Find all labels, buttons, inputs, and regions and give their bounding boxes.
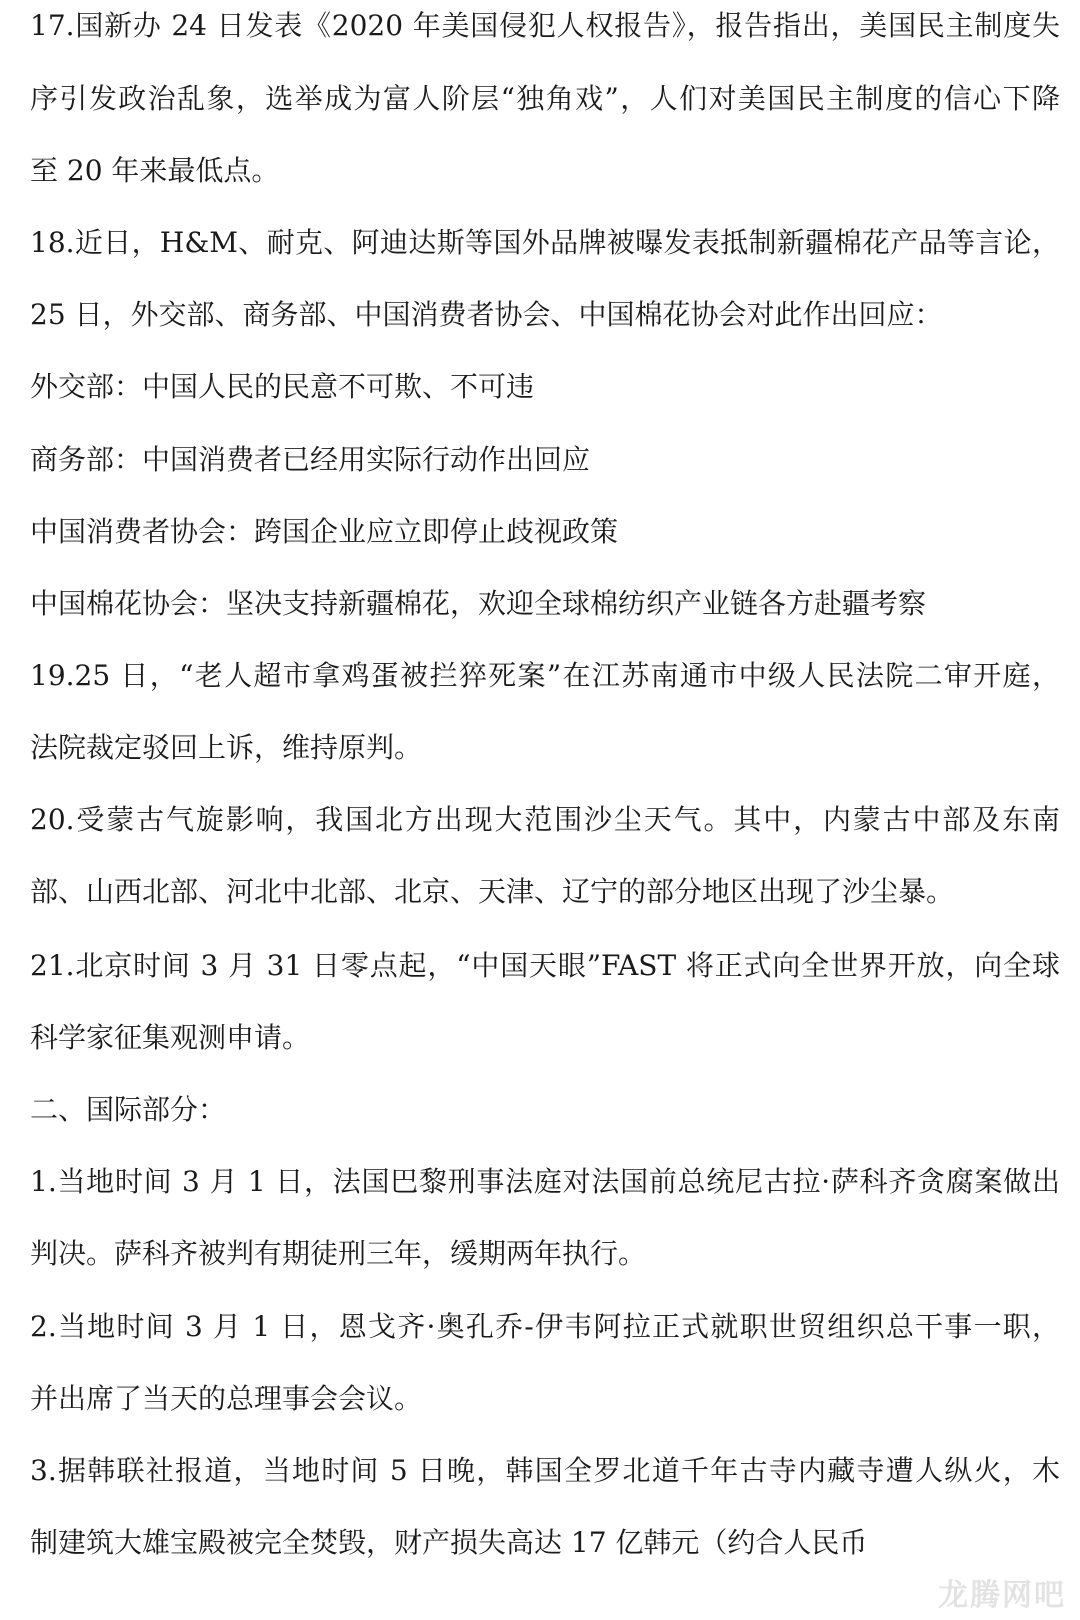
text-line-intl1-part1: 1.当地时间 3 月 1 日，法国巴黎刑事法庭对法国前总统尼古拉·萨科齐贪腐案做出 bbox=[30, 1165, 1060, 1198]
watermark: 龙腾网吧 bbox=[938, 1578, 1066, 1613]
text-line-18-part1: 18.近日，H&M、耐克、阿迪达斯等国外品牌被曝发表抵制新疆棉花产品等言论， bbox=[30, 226, 1060, 259]
text-line-18-cca: 中国消费者协会：跨国企业应立即停止歧视政策 bbox=[30, 515, 619, 548]
text-line-18-part2: 25 日，外交部、商务部、中国消费者协会、中国棉花协会对此作出回应： bbox=[30, 298, 943, 331]
text-line-17-part2: 序引发政治乱象，选举成为富人阶层“独角戏”，人们对美国民主制度的信心下降 bbox=[30, 82, 1060, 115]
text-line-20-part2: 部、山西北部、河北中北部、北京、天津、辽宁的部分地区出现了沙尘暴。 bbox=[30, 875, 955, 908]
text-line-21-part1: 21.北京时间 3 月 31 日零点起，“中国天眼”FAST 将正式向全世界开放，向全球 bbox=[30, 949, 1060, 982]
text-line-intl3-part2: 制建筑大雄宝殿被完全焚毁，财产损失高达 17 亿韩元（约合人民币 bbox=[30, 1526, 868, 1559]
text-line-19-part1: 19.25 日，“老人超市拿鸡蛋被拦猝死案”在江苏南通市中级人民法院二审开庭， bbox=[30, 659, 1060, 692]
text-line-18-cotton: 中国棉花协会：坚决支持新疆棉花，欢迎全球棉纺织产业链各方赴疆考察 bbox=[30, 587, 927, 620]
section-heading-international: 二、国际部分： bbox=[30, 1093, 227, 1126]
text-line-18-mofcom: 商务部：中国消费者已经用实际行动作出回应 bbox=[30, 443, 591, 476]
text-line-20-part1: 20.受蒙古气旋影响，我国北方出现大范围沙尘天气。其中，内蒙古中部及东南 bbox=[30, 803, 1060, 836]
text-line-intl1-part2: 判决。萨科齐被判有期徒刑三年，缓期两年执行。 bbox=[30, 1237, 647, 1270]
text-line-21-part2: 科学家征集观测申请。 bbox=[30, 1021, 311, 1054]
text-line-19-part2: 法院裁定驳回上诉，维持原判。 bbox=[30, 731, 423, 764]
text-line-18-mfa: 外交部：中国人民的民意不可欺、不可违 bbox=[30, 370, 535, 403]
text-line-17-part3: 至 20 年来最低点。 bbox=[30, 154, 280, 187]
text-line-intl2-part2: 并出席了当天的总理事会会议。 bbox=[30, 1382, 423, 1415]
text-line-intl3-part1: 3.据韩联社报道，当地时间 5 日晚，韩国全罗北道千年古寺内藏寺遭人纵火，木 bbox=[30, 1454, 1060, 1487]
text-line-17-part1: 17.国新办 24 日发表《2020 年美国侵犯人权报告》，报告指出，美国民主制度失 bbox=[30, 9, 1060, 42]
text-line-intl2-part1: 2.当地时间 3 月 1 日，恩戈齐·奥孔乔-伊韦阿拉正式就职世贸组织总干事一职， bbox=[30, 1310, 1060, 1343]
